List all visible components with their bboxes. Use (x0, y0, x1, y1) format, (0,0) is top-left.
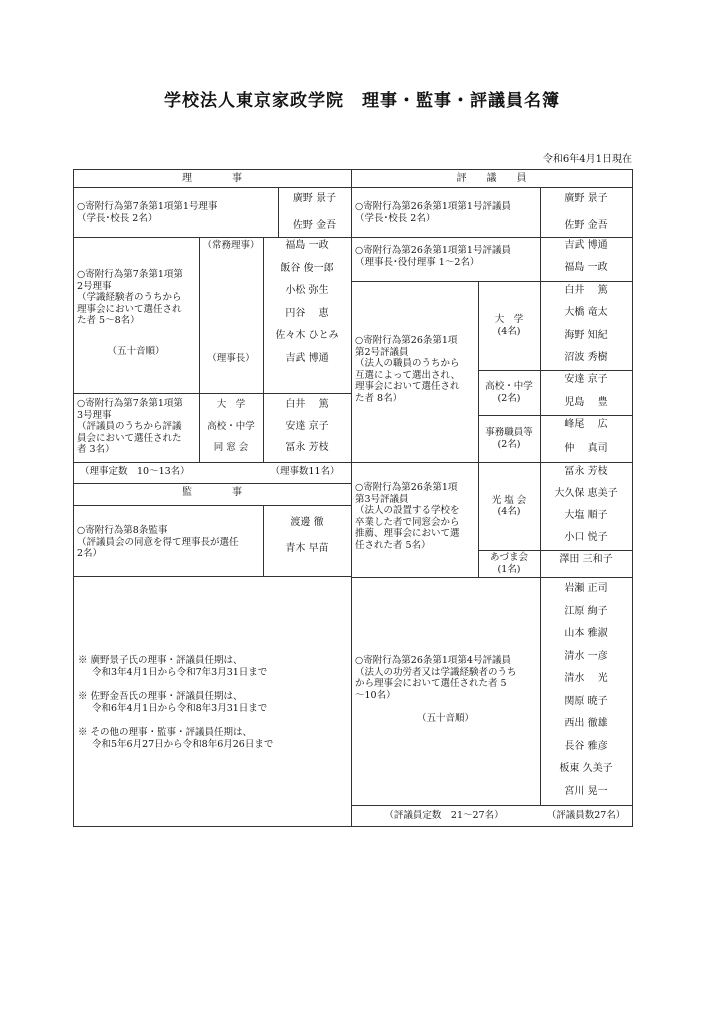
category-label: (4名) (497, 325, 521, 337)
category-label: 高校・中学 (485, 381, 533, 392)
member-name: 佐野 金吾 (292, 220, 337, 231)
member-name: 廣野 景子 (292, 193, 337, 204)
hyogi-g3-desc: 任された者 5名） (355, 539, 431, 551)
hyogi-g2-desc: ○寄附行為第26条第1項 (355, 335, 458, 346)
document-title: 学校法人東京家政学院 理事・監事・評議員名簿 (164, 91, 560, 111)
member-name: 青木 早苗 (285, 543, 329, 554)
hyogi-g4-desc: ○寄附行為第26条第1項第4号評議員 (355, 655, 511, 666)
hyogi-g3-desc: 第3号評議員 (355, 493, 409, 505)
hyogi-g1-desc: （学長･校長 2名） (355, 212, 436, 224)
table-rule (73, 393, 352, 394)
table-rule (73, 187, 352, 188)
member-name: 関原 暁子 (564, 695, 608, 707)
member-name: 西出 徹雄 (564, 718, 608, 729)
table-center-divider (351, 169, 352, 827)
table-rule (263, 505, 264, 577)
category-label: 大 学 (494, 314, 524, 325)
member-name: 板東 久美子 (559, 763, 613, 774)
member-name: 冨永 芳枝 (285, 442, 329, 453)
riji-g2-desc: た者 5～8名） (77, 315, 140, 326)
hyogi-g4-desc: から理事会において選任された者 5 (355, 678, 507, 689)
hyogi-g3-desc: 推薦、理事会において選 (355, 528, 460, 539)
riji-count: （理事数11名） (270, 466, 340, 477)
hyogi-g1b-desc: （理事長･役付理事 1～2名） (355, 256, 480, 268)
member-name: 渡邊 徹 (290, 517, 324, 528)
term-note: 令和6年4月1日から令和8年3月31日まで (92, 702, 268, 714)
member-name: 白井 篤 (285, 399, 329, 410)
term-note: ※ 廣野景子氏の理事・評議員任期は、 (78, 655, 243, 666)
hyogi-header: 評 議 員 (456, 173, 527, 184)
category-label: 光 塩 会 (491, 494, 527, 506)
member-name: 峰尾 広 (564, 419, 608, 430)
riji-g2-desc: ○寄附行為第7条第1項第 (77, 269, 183, 280)
riji-g2-desc: 理事会において選任され (77, 303, 182, 315)
category-label: (4名) (497, 506, 521, 517)
kanji-desc: （評議員会の同意を得て理事長が選任 (77, 536, 239, 548)
role-label: （常務理事） (202, 240, 260, 251)
hyogi-g1b-desc: ○寄附行為第26条第1項第1号評議員 (355, 245, 511, 256)
riji-g2-desc: 2号理事 (77, 280, 112, 292)
table-rule (351, 577, 633, 578)
riji-g3-desc: ○寄附行為第7条第1項第 (77, 398, 183, 409)
hyogi-g2-desc: 理事会において選任され (355, 381, 460, 392)
table-rule (351, 237, 633, 238)
member-name: 長谷 雅彦 (564, 740, 608, 752)
riji-header: 理 事 (182, 173, 242, 184)
category-label: (2名) (497, 438, 521, 450)
riji-g2-desc: （学識経験者のうちから (77, 292, 182, 303)
table-rule (478, 415, 633, 416)
hyogi-g3-desc: ○寄附行為第26条第1項 (355, 482, 458, 493)
hyogi-g1-desc: ○寄附行為第26条第1項第1号評議員 (355, 201, 511, 212)
member-name: 小松 弥生 (285, 285, 329, 296)
category-label: 高校・中学 (207, 420, 255, 432)
member-name: 福島 一政 (564, 262, 608, 273)
hyogi-g3-desc: （法人の設置する学校を (355, 505, 460, 516)
table-border-top (73, 169, 633, 170)
hyogi-g2-desc: 第2号評議員 (355, 346, 409, 358)
member-name: 安達 京子 (285, 420, 329, 432)
hyogi-g4-desc: ～10名） (355, 689, 396, 701)
member-name: 大塩 順子 (564, 510, 608, 521)
category-label: 大 学 (216, 399, 246, 410)
member-name: 仲 真司 (564, 442, 608, 454)
table-rule (73, 576, 352, 577)
hyogi-g3-desc: 卒業した者で同窓会から (355, 516, 460, 528)
role-label: （理事長） (207, 353, 255, 364)
member-name: 佐野 金吾 (564, 220, 608, 231)
member-name: 江原 絢子 (564, 605, 608, 617)
member-name: 廣野 景子 (564, 193, 608, 204)
category-label: (1名) (497, 563, 521, 575)
hyogi-g2-desc: （法人の職員のうちから (355, 358, 460, 369)
table-rule (199, 237, 200, 394)
table-rule (73, 483, 352, 484)
table-rule (73, 237, 352, 238)
member-name: 白井 篤 (564, 285, 608, 296)
member-name: 山本 雅淑 (564, 628, 608, 639)
table-rule (351, 187, 633, 188)
riji-g3-desc: （評議員のうちから評議 (77, 421, 182, 432)
member-name: 岩瀬 正司 (564, 583, 608, 594)
hyogi-g2-desc: た者 8名） (355, 392, 403, 404)
category-label: 同 窓 会 (213, 442, 249, 453)
riji-quota: （理事定数 10～13名） (80, 466, 190, 477)
member-name: 宮川 晃一 (564, 785, 608, 797)
hyogi-count: （評議員数27名） (546, 810, 626, 821)
member-name: 冨永 芳枝 (564, 466, 608, 477)
member-name: 澤田 三和子 (559, 554, 613, 565)
table-rule (351, 462, 633, 463)
member-name: 福島 一政 (285, 240, 329, 251)
table-rule (478, 550, 633, 551)
riji-g1-desc: （学長･校長 2名） (77, 212, 158, 224)
term-note: 令和5年6月27日から令和8年6月26日まで (92, 738, 274, 750)
hyogi-g4-note: （五十音順） (416, 713, 474, 724)
riji-g3-desc: 3号理事 (77, 409, 112, 421)
member-name: 大久保 恵美子 (554, 488, 618, 499)
term-note: 令和3年4月1日から令和7年3月31日まで (92, 666, 268, 678)
member-name: 沼波 秀樹 (564, 351, 608, 363)
table-rule (351, 805, 633, 806)
term-note: ※ その他の理事・監事・評議員任期は、 (78, 727, 253, 738)
as-of-date: 令和6年4月1日現在 (542, 154, 632, 165)
category-label: あづま会 (489, 552, 528, 563)
kanji-desc: 2名） (77, 548, 103, 559)
table-rule (73, 505, 352, 506)
member-name: 佐々木 ひとみ (275, 330, 339, 341)
hyogi-g4-desc: （法人の功労者又は学識経験者のうち (355, 666, 517, 678)
riji-g3-desc: 員会において選任された (77, 432, 182, 444)
kanji-header: 監 事 (182, 487, 242, 498)
kanji-desc: ○寄附行為第8条監事 (77, 525, 168, 536)
member-name: 小口 悦子 (564, 532, 608, 543)
table-rule (351, 281, 633, 282)
member-name: 海野 知紀 (564, 329, 608, 341)
member-name: 吉武 博通 (564, 240, 608, 251)
riji-g3-desc: 者 3名） (77, 444, 115, 455)
table-border-right (632, 169, 633, 827)
table-rule (478, 370, 633, 371)
member-name: 清水 光 (564, 673, 608, 684)
category-label: 事務職員等 (485, 427, 533, 438)
table-border-bottom (73, 826, 633, 827)
table-rule (73, 462, 352, 463)
member-name: 吉武 博通 (285, 352, 329, 364)
member-name: 大橋 竜太 (564, 307, 608, 319)
category-label: (2名) (497, 392, 521, 404)
riji-g2-note: （五十音順） (107, 346, 165, 357)
term-note: ※ 佐野金吾氏の理事・評議員任期は、 (78, 691, 243, 702)
member-name: 清水 一彦 (564, 650, 608, 662)
hyogi-g2-desc: 互選によって選出され、 (355, 369, 461, 381)
member-name: 安達 京子 (564, 374, 608, 385)
riji-g1-desc: ○寄附行為第7条第1項第1号理事 (77, 201, 218, 212)
hyogi-quota: （評議員定数 21～27名） (384, 810, 504, 821)
member-name: 円谷 恵 (285, 307, 329, 319)
member-name: 児島 豊 (564, 396, 608, 408)
member-name: 飯谷 俊一郎 (280, 262, 334, 274)
